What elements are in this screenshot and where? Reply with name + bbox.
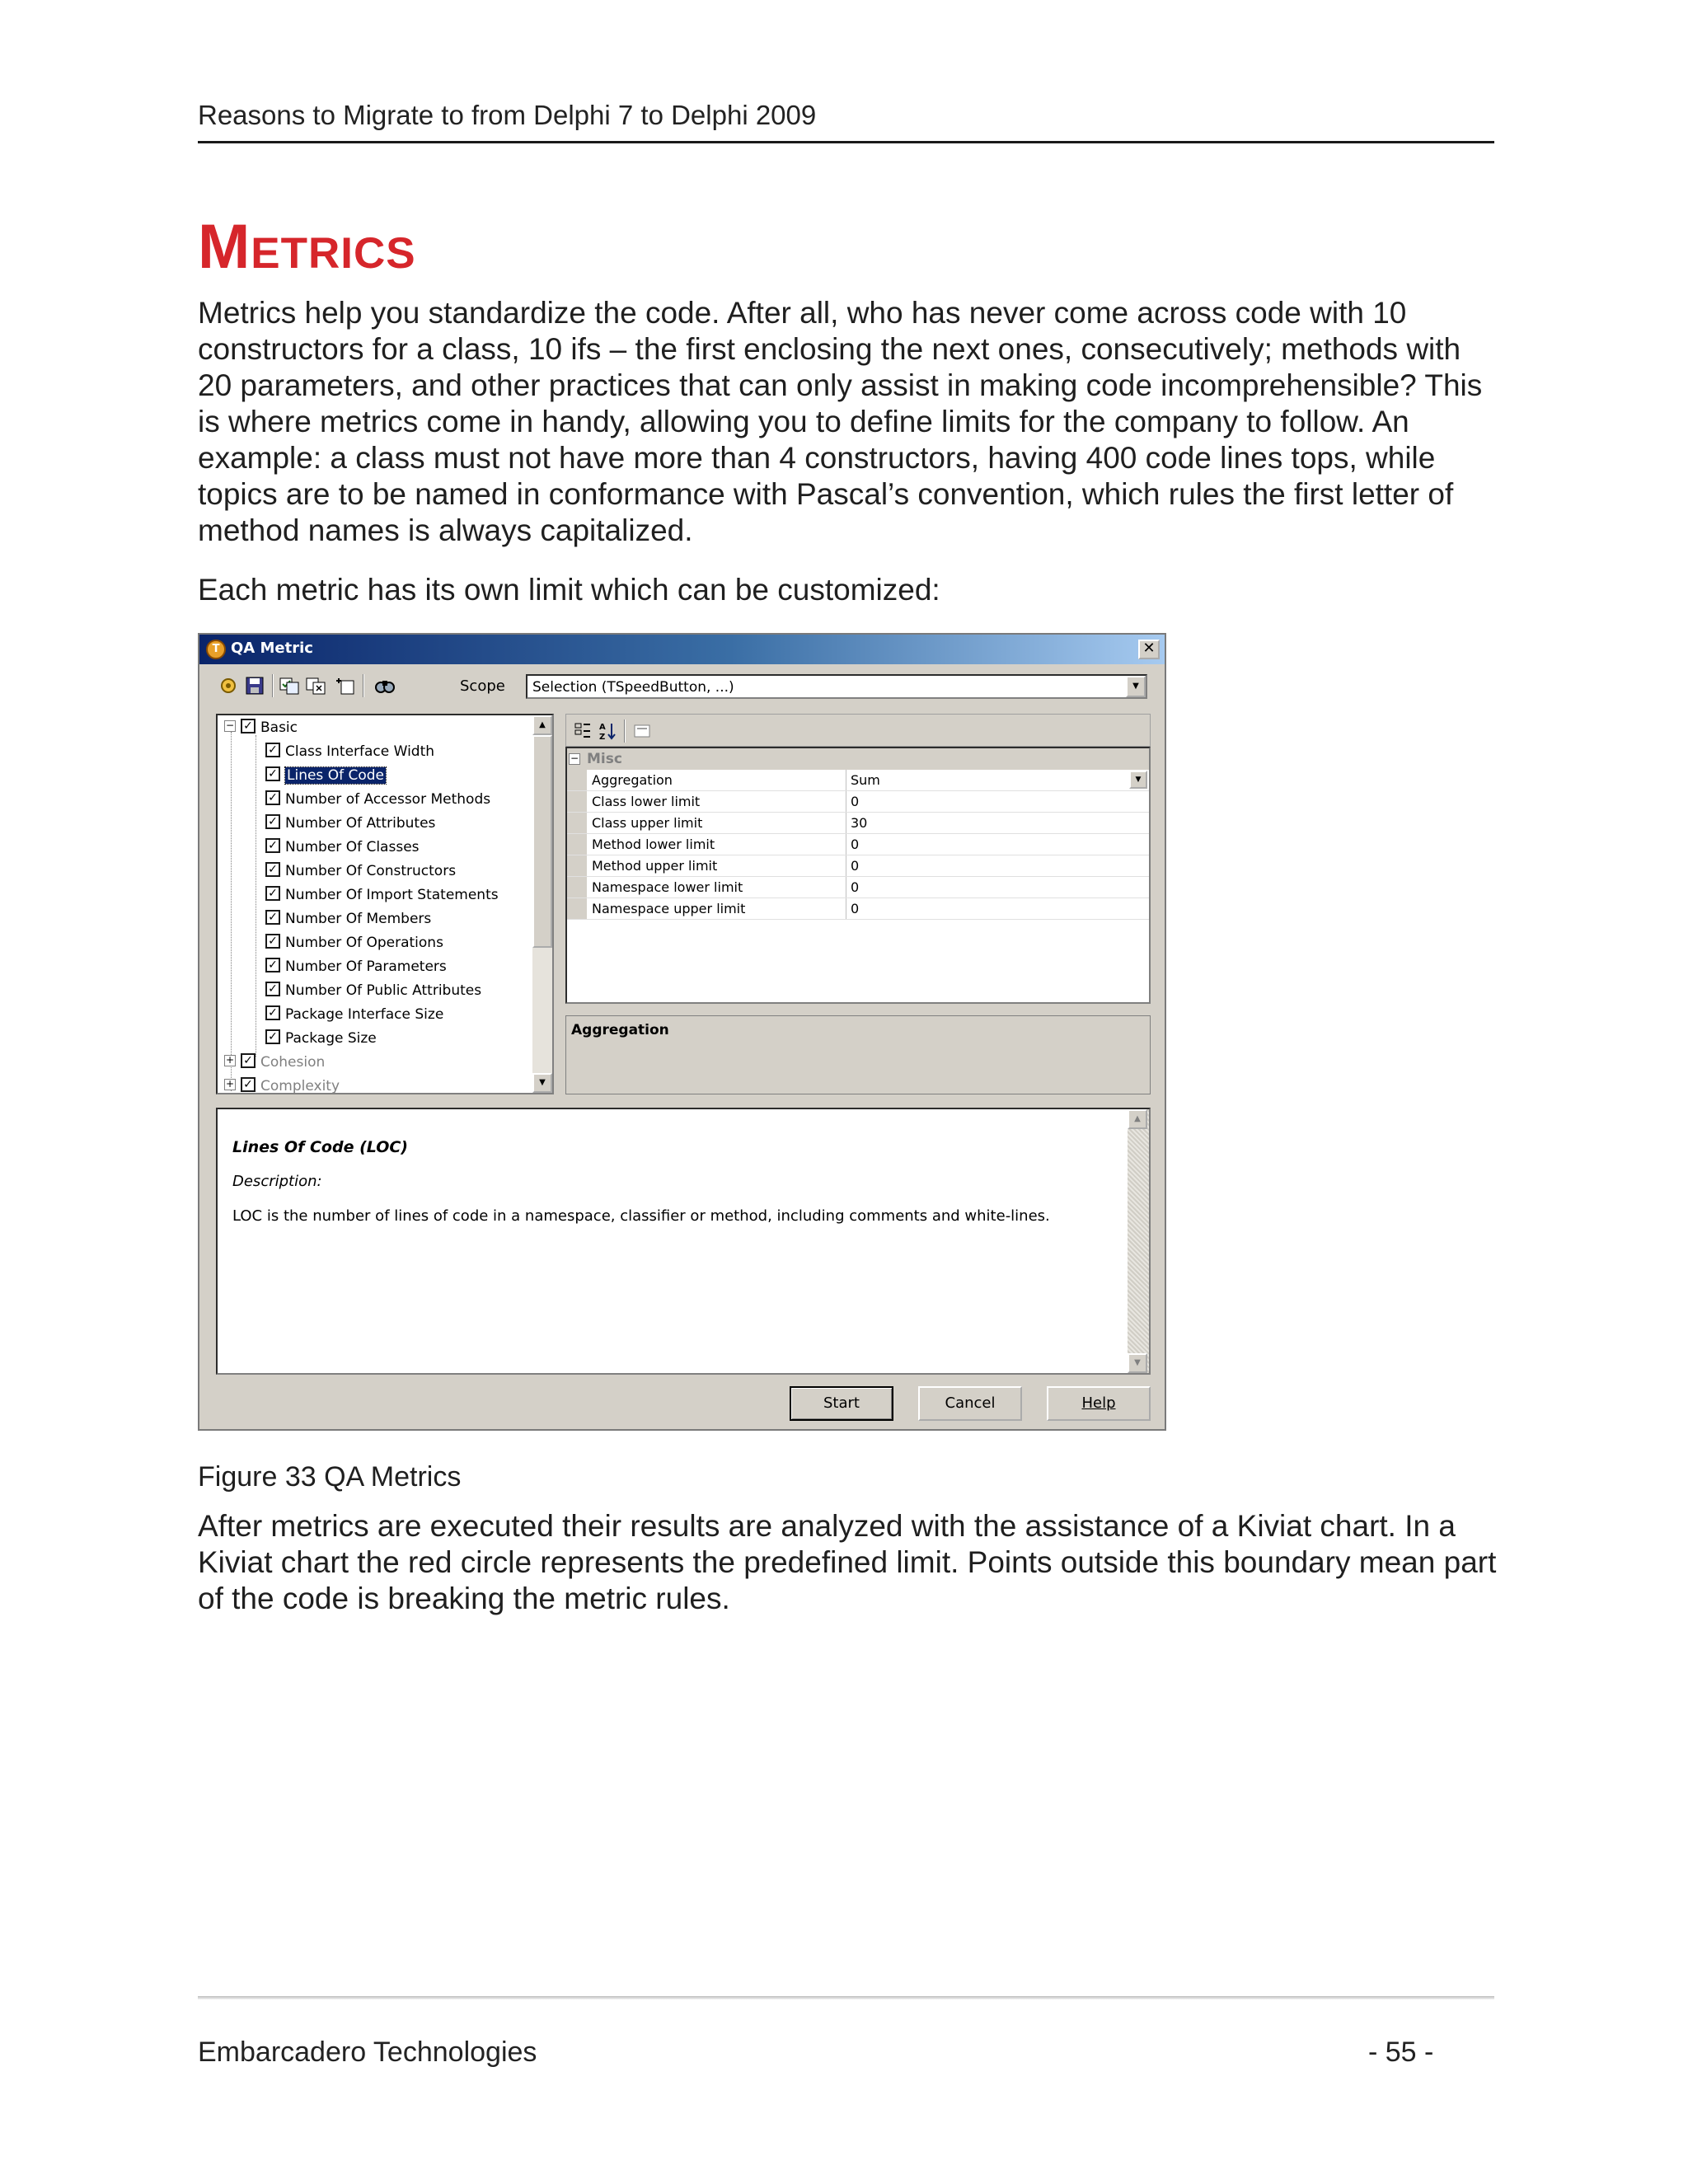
checkbox-icon[interactable]: ✓ <box>265 814 280 829</box>
scope-select[interactable] <box>526 674 1147 699</box>
dialog-title: QA Metric <box>231 640 313 657</box>
tree-item-label: Class Interface Width <box>285 743 435 760</box>
intro-paragraph: Metrics help you standardize the code. After all, who has never come across code with 10 constructors for a class, 10 ifs – the first enclosing the next ones, consecutively; methods with 20 parameters, and other practices that can only assist in making code incomprehensible? This is where metrics come in handy, allowing you to define limits for the company to follow. An example: a class must not have more than 4 constructors, having 400 code lines tops, while topics are to be named in conformance with Pascal’s convention, which rules the first letter of method names is always capitalized. <box>198 296 1483 547</box>
property-value[interactable]: 0 <box>851 879 860 895</box>
collapse-icon[interactable]: − <box>570 752 579 764</box>
tree-item-metric[interactable] <box>265 813 435 836</box>
help-button[interactable]: Help <box>1047 1386 1151 1421</box>
checkbox-icon[interactable]: ✓ <box>265 886 280 901</box>
dialog-titlebar <box>199 635 1165 664</box>
checkbox-icon[interactable]: ✓ <box>265 838 280 853</box>
toolbar-separator <box>363 674 364 697</box>
checkbox-icon[interactable]: ✓ <box>241 1053 256 1068</box>
tree-item-label: Package Interface Size <box>285 1006 444 1023</box>
metric-description-text: LOC is the number of lines of code in a namespace, classifier or method, including comments and white-lines. <box>232 1207 1050 1225</box>
property-value[interactable]: 0 <box>851 794 860 809</box>
tree-item-metric[interactable] <box>265 741 434 764</box>
find-icon[interactable] <box>374 676 396 696</box>
checkbox-icon[interactable]: ✓ <box>241 719 256 733</box>
property-name: Method upper limit <box>592 858 718 874</box>
checkbox-icon[interactable]: ✓ <box>265 958 280 972</box>
checkbox-icon[interactable]: ✓ <box>265 910 280 925</box>
property-name: Namespace upper limit <box>592 901 746 916</box>
tree-item-label: Number Of Public Attributes <box>285 982 482 999</box>
chevron-down-icon[interactable]: ▼ <box>1126 676 1146 697</box>
new-set-icon[interactable] <box>335 676 356 696</box>
props-toolbar <box>565 714 1151 747</box>
section-title: Metrics <box>198 212 416 282</box>
tree-item-metric[interactable] <box>265 956 447 979</box>
property-value[interactable]: 30 <box>851 815 868 831</box>
checkbox-icon[interactable]: ✓ <box>265 1029 280 1044</box>
row-gutter <box>567 770 587 790</box>
tree-item-metric[interactable] <box>265 860 456 883</box>
cancel-button[interactable]: Cancel <box>918 1386 1022 1421</box>
checkbox-icon[interactable]: ✓ <box>265 982 280 996</box>
tree-node-complexity[interactable] <box>224 1076 340 1094</box>
category-label: Misc <box>587 751 622 767</box>
expand-icon[interactable]: + <box>225 1078 235 1090</box>
property-row[interactable] <box>567 770 1149 791</box>
tree-item-label: Number Of Classes <box>285 839 420 855</box>
tree-item-metric[interactable] <box>265 1028 377 1051</box>
scroll-thumb[interactable] <box>532 735 552 948</box>
tree-node-label: Complexity <box>260 1078 340 1094</box>
tree-item-label: Number of Accessor Methods <box>285 791 491 808</box>
property-name: Class lower limit <box>592 794 701 809</box>
property-row[interactable] <box>567 898 1149 920</box>
svg-text:Z: Z <box>599 733 606 741</box>
property-row[interactable] <box>567 813 1149 834</box>
svg-text:A: A <box>599 723 606 732</box>
property-pages-icon[interactable] <box>632 721 652 741</box>
tree-node-label: Basic <box>260 719 298 736</box>
tree-node-basic[interactable] <box>224 717 298 740</box>
tree-item-label-selected: Lines Of Code <box>287 767 384 784</box>
checkbox-icon[interactable]: ✓ <box>265 743 280 757</box>
scroll-up-icon[interactable]: ▲ <box>532 715 552 735</box>
checkbox-icon[interactable]: ✓ <box>265 934 280 949</box>
tree-item-metric[interactable] <box>265 980 481 1003</box>
property-name: Aggregation <box>592 772 673 788</box>
tree-connector <box>231 732 232 1091</box>
checkbox-icon[interactable]: ✓ <box>241 1077 256 1092</box>
scroll-down-icon[interactable]: ▼ <box>1128 1353 1147 1373</box>
property-row[interactable] <box>567 834 1149 855</box>
tree-item-label: Number Of Constructors <box>285 863 457 879</box>
tree-item-metric[interactable] <box>265 884 499 907</box>
tree-item-label: Number Of Attributes <box>285 815 436 832</box>
footer-rule <box>198 1996 1494 1999</box>
metrics-tree <box>216 714 554 1094</box>
sort-alpha-icon[interactable] <box>598 721 617 741</box>
property-name: Namespace lower limit <box>592 879 743 895</box>
property-value[interactable]: Sum <box>851 772 880 788</box>
row-gutter <box>567 877 587 898</box>
scope-value: Selection (TSpeedButton, ...) <box>532 679 734 696</box>
header-title: Reasons to Migrate to from Delphi 7 to Delphi 2009 <box>198 100 817 130</box>
chevron-down-icon[interactable]: ▼ <box>1129 771 1147 789</box>
property-value[interactable]: 0 <box>851 858 860 874</box>
tree-item-metric[interactable] <box>265 1004 443 1027</box>
checkbox-icon[interactable]: ✓ <box>265 766 280 781</box>
checkbox-icon[interactable]: ✓ <box>265 1005 280 1020</box>
tree-node-cohesion[interactable] <box>224 1052 325 1075</box>
expand-icon[interactable]: + <box>225 1054 235 1066</box>
metric-title: Lines Of Code (LOC) <box>232 1138 408 1156</box>
tree-item-label: Number Of Import Statements <box>285 887 499 903</box>
figure-caption: Figure 33 QA Metrics <box>198 1461 462 1493</box>
metric-description-panel <box>216 1108 1151 1375</box>
property-name: Method lower limit <box>592 837 715 852</box>
property-row[interactable] <box>567 877 1149 898</box>
uncheck-all-icon[interactable] <box>305 676 326 696</box>
save-icon[interactable] <box>244 676 265 696</box>
footer-company: Embarcadero Technologies <box>198 2036 537 2068</box>
metric-description-label: Description: <box>232 1173 322 1190</box>
limits-paragraph: Each metric has its own limit which can be customized: <box>198 573 940 607</box>
property-row[interactable] <box>567 791 1149 813</box>
property-grid <box>565 747 1151 1004</box>
scroll-down-icon[interactable]: ▼ <box>532 1073 552 1093</box>
start-button[interactable]: Start <box>790 1386 893 1421</box>
property-value[interactable]: 0 <box>851 901 860 916</box>
toolbar-separator <box>624 719 626 743</box>
kiviat-paragraph: After metrics are executed their results are analyzed with the assistance of a Kiviat chart. In a Kiviat chart the red circle represents the predefined limit. Points outside this boundary mean part of the code is breaking the metric rules. <box>198 1509 1497 1615</box>
row-gutter <box>567 791 587 812</box>
property-description-title: Aggregation <box>571 1022 669 1038</box>
scope-label: Scope <box>460 677 505 695</box>
description-scrollbar[interactable] <box>1128 1109 1149 1373</box>
tree-item-label: Number Of Operations <box>285 935 443 951</box>
checkbox-icon[interactable]: ✓ <box>265 862 280 877</box>
property-value[interactable]: 0 <box>851 837 860 852</box>
tree-item-label: Package Size <box>285 1030 377 1047</box>
tree-item-metric[interactable] <box>265 789 490 812</box>
tree-item-metric[interactable] <box>265 837 420 860</box>
qa-metric-dialog <box>198 633 1166 1431</box>
property-category[interactable] <box>567 748 1149 770</box>
categorized-icon[interactable] <box>573 721 593 741</box>
row-gutter <box>567 855 587 876</box>
property-row[interactable] <box>567 855 1149 877</box>
row-gutter <box>567 813 587 833</box>
tree-node-label: Cohesion <box>260 1054 326 1071</box>
tree-item-metric[interactable] <box>265 932 443 955</box>
page-number: - 55 - <box>1368 2036 1434 2068</box>
toolbar-separator <box>272 674 274 697</box>
checkbox-icon[interactable]: ✓ <box>265 790 280 805</box>
property-name: Class upper limit <box>592 815 703 831</box>
close-button[interactable]: ✕ <box>1138 640 1160 659</box>
row-gutter <box>567 834 587 855</box>
dialog-toolbar <box>199 669 1165 702</box>
property-description <box>565 1015 1151 1094</box>
collapse-icon[interactable]: − <box>225 719 235 731</box>
app-icon: T <box>206 640 226 659</box>
scroll-up-icon[interactable]: ▲ <box>1128 1109 1147 1129</box>
gear-icon[interactable] <box>218 676 239 696</box>
tree-item-label: Number Of Members <box>285 911 432 927</box>
page-header <box>198 97 1494 143</box>
row-gutter <box>567 898 587 919</box>
tree-item-metric[interactable] <box>265 765 386 788</box>
check-all-icon[interactable] <box>279 676 300 696</box>
tree-scrollbar[interactable] <box>532 715 552 1093</box>
tree-item-label: Number Of Parameters <box>285 958 447 975</box>
tree-item-metric[interactable] <box>265 908 431 931</box>
